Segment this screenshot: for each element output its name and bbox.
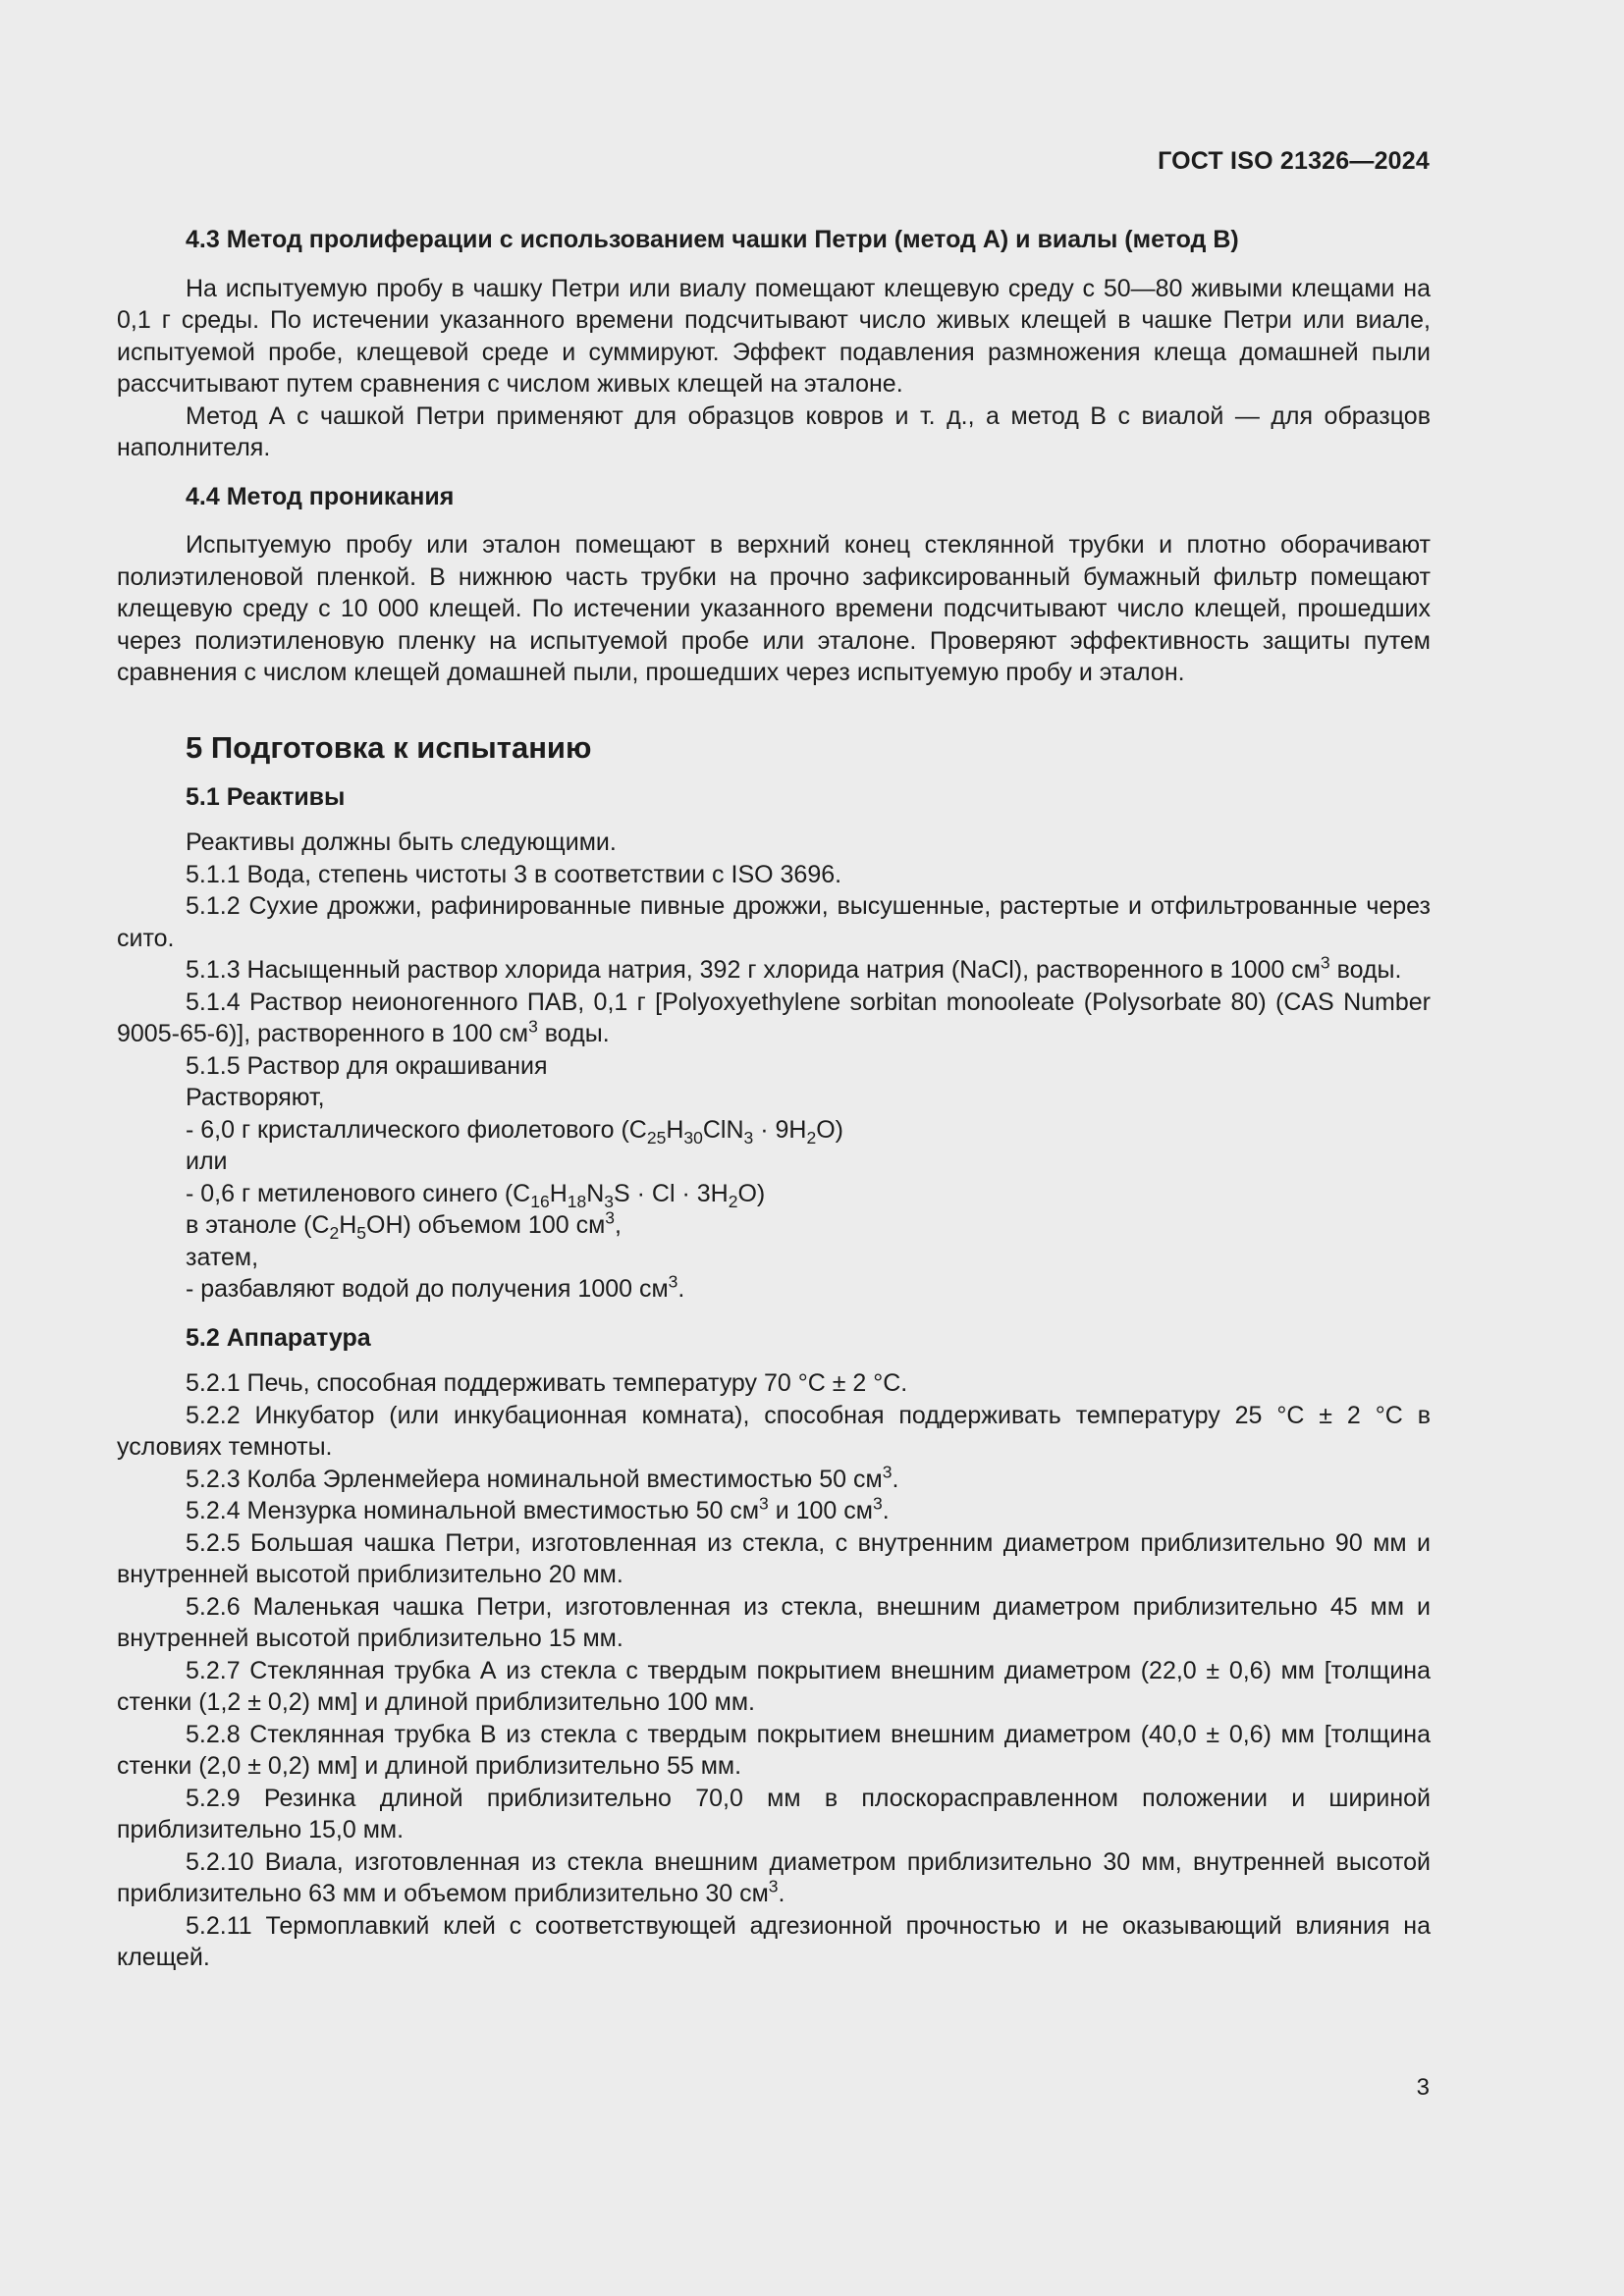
item-5-1-1: 5.1.1 Вода, степень чистоты 3 в соответствии с ISO 3696. <box>186 860 842 888</box>
section-4-4-heading: 4.4 Метод проникания <box>186 482 455 510</box>
dilute-line: - разбавляют водой до получения 1000 $см^3$. <box>186 1271 685 1303</box>
document-id-header: ГОСТ ISO 21326—2024 <box>1158 147 1430 175</box>
item-5-2-2: 5.2.2 Инкубатор (или инкубационная комната), способная поддерживать температуру 25 °C ± 2 °C в условиях темноты. <box>117 1401 1431 1461</box>
item-5-2-10: 5.2.10 Виала, изготовленная из стекла внешним диаметром приблизительно 30 мм, внутренней высотой приблизительно 63 мм и объемом приблизительно 30 $см^3$. <box>117 1847 1431 1907</box>
methylene-blue-line: - 0,6 г метиленового синего $(C_{16}H_{18}N_3S \cdot Cl \cdot 3H_2O)$ <box>186 1179 766 1211</box>
ethanol-line: в этаноле $(C_2H_5OH)$ объемом 100 $см^3$, <box>186 1207 622 1243</box>
section-5-heading: 5 Подготовка к испытанию <box>186 729 592 765</box>
or-line: или <box>186 1148 228 1175</box>
item-5-2-6: 5.2.6 Маленькая чашка Петри, изготовленная из стекла, внешним диаметром приблизительно 45 мм и внутренней высотой приблизительно 15 мм. <box>117 1592 1431 1652</box>
dissolve-line: Растворяют, <box>186 1084 325 1111</box>
then-line: затем, <box>186 1243 259 1271</box>
item-5-1-5: 5.1.5 Раствор для окрашивания <box>186 1051 548 1080</box>
item-5-2-5: 5.2.5 Большая чашка Петри, изготовленная из стекла, с внутренним диаметром приблизительно 90 мм и внутренней высотой приблизительно 20 мм. <box>117 1528 1431 1588</box>
reagents-intro: Реактивы должны быть следующими. <box>186 828 617 856</box>
item-5-2-9: 5.2.9 Резинка длиной приблизительно 70,0 мм в плоскорасправленном положении и шириной приблизительно 15,0 мм. <box>117 1784 1431 1843</box>
item-5-2-11: 5.2.11 Термоплавкий клей с соответствующей адгезионной прочностью и не оказывающий влияния на клещей. <box>117 1911 1431 1971</box>
crystal-violet-line: - 6,0 г кристаллического фиолетового $(C_{25}H_{30}ClN_3 \cdot 9H_2O)$ <box>186 1115 843 1148</box>
item-5-1-4: 5.1.4 Раствор неионогенного ПАВ, 0,1 г [Polyoxyethylene sorbitan monooleate (Polysorbate 80) (CAS Number 9005-65-6)], растворенного в 100 $см^3$ воды. <box>117 988 1431 1047</box>
item-5-1-2: 5.1.2 Сухие дрожжи, рафинированные пивные дрожжи, высушенные, растертые и отфильтрованные через сито. <box>117 892 1431 952</box>
item-5-2-1: 5.2.1 Печь, способная поддерживать температуру 70 °C ± 2 °C. <box>186 1369 908 1397</box>
section-4-3-paragraph-1: На испытуемую пробу в чашку Петри или виалу помещают клещевую среду с 50—80 живыми клещами на 0,1 г среды. По истечении указанного времени подсчитывают число живых клещей в чашке Петри или виале, испытуемой пробе, клещевой среде и суммируют. Эффект подавления размножения клеща домашней пыли рассчитывают путем сравнения с числом живых клещей на эталоне. <box>117 274 1431 398</box>
item-5-2-3: 5.2.3 Колба Эрленмейера номинальной вместимостью 50 $см^3$. <box>186 1462 899 1493</box>
section-4-3-paragraph-2: Метод А с чашкой Петри применяют для образцов ковров и т. д., а метод В с виалой — для образцов наполнителя. <box>117 401 1431 461</box>
item-5-2-7: 5.2.7 Стеклянная трубка А из стекла с твердым покрытием внешним диаметром (22,0 ± 0,6) мм [толщина стенки (1,2 ± 0,2) мм] и длиной приблизительно 100 мм. <box>117 1656 1431 1716</box>
section-5-1-heading: 5.1 Реактивы <box>186 782 346 811</box>
item-5-2-8: 5.2.8 Стеклянная трубка В из стекла с твердым покрытием внешним диаметром (40,0 ± 0,6) мм [толщина стенки (2,0 ± 0,2) мм] и длиной приблизительно 55 мм. <box>117 1720 1431 1780</box>
page-number: 3 <box>1416 2074 1430 2101</box>
section-4-4-paragraph: Испытуемую пробу или эталон помещают в верхний конец стеклянной трубки и плотно оборачивают полиэтиленовой пленкой. В нижнюю часть трубки на прочно зафиксированный бумажный фильтр помещают клещевую среду с 10 000 клещей. По истечении указанного времени подсчитывают число клещей, прошедших через полиэтиленовую пленку на испытуемой пробе или эталоне. Проверяют эффективность защиты путем сравнения с числом клещей домашней пыли, прошедших через испытуемую пробу и эталон. <box>117 531 1431 686</box>
item-5-1-3: 5.1.3 Насыщенный раствор хлорида натрия, 392 г хлорида натрия (NaCl), растворенного в 1000 $см^3$ воды. <box>186 952 1402 984</box>
item-5-2-4: 5.2.4 Мензурка номинальной вместимостью 50 $см^3$ и 100 $см^3$. <box>186 1493 890 1524</box>
section-4-3-heading: 4.3 Метод пролиферации с использованием чашки Петри (метод А) и виалы (метод В) <box>186 226 1239 253</box>
document-body <box>117 224 1431 1974</box>
section-5-2-heading: 5.2 Аппаратура <box>186 1323 371 1352</box>
